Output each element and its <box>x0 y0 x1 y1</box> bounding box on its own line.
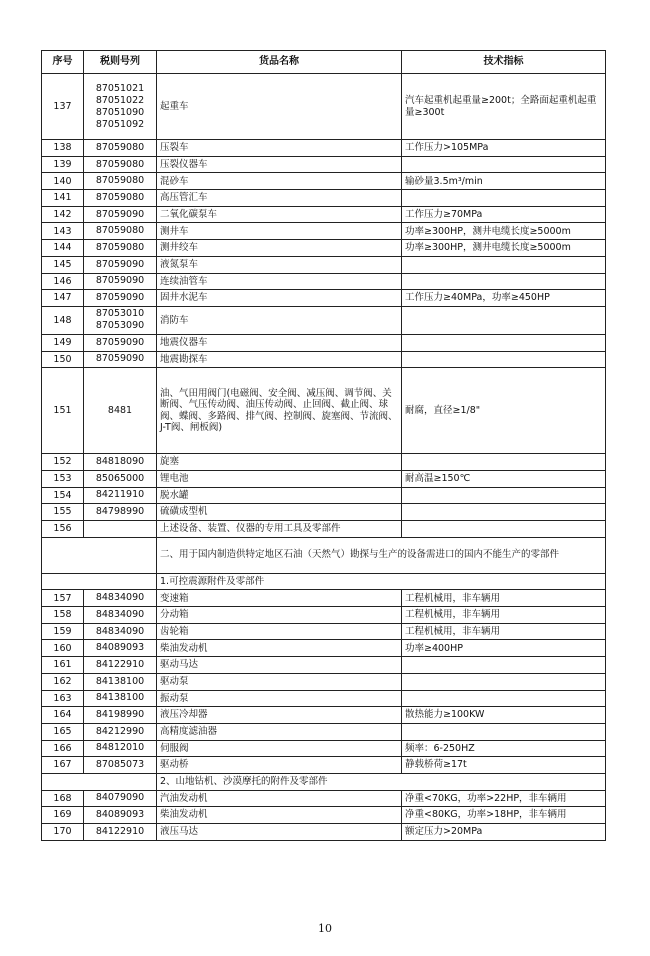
tariff-code: 84798990 <box>95 506 145 518</box>
cell-goods-name: 地震勘探车 <box>157 351 402 368</box>
cell-tech-spec: 工作压力≥70MPa <box>402 206 606 223</box>
tariff-code: 87059090 <box>95 208 145 220</box>
section-spacer <box>42 573 157 590</box>
cell-tech-spec: 净重<70KG，功率>22HP，非车辆用 <box>402 790 606 807</box>
table-row <box>42 368 606 454</box>
tariff-code: 84138100 <box>95 692 145 704</box>
cell-goods-name: 压裂车 <box>157 140 402 157</box>
cell-tech-spec: 额定压力>20MPa <box>402 824 606 841</box>
cell-tech-spec <box>402 673 606 690</box>
cell-no: 162 <box>42 673 84 690</box>
header-code: 税则号列 <box>84 51 157 74</box>
tariff-code: 84198990 <box>95 709 145 721</box>
cell-code <box>84 640 157 657</box>
cell-no: 168 <box>42 790 84 807</box>
tariff-code: 84834090 <box>95 608 145 620</box>
section-row <box>42 773 606 790</box>
cell-code <box>84 454 157 471</box>
tariff-code: 87059080 <box>95 241 145 253</box>
section-heading: 2、山地钻机、沙漠摩托的附件及零部件 <box>157 773 606 790</box>
cell-tech-spec: 频率：6-250HZ <box>402 740 606 757</box>
cell-tech-spec <box>402 256 606 273</box>
cell-tech-spec: 工作压力>105MPa <box>402 140 606 157</box>
tariff-code: 84089093 <box>95 642 145 654</box>
cell-no: 142 <box>42 206 84 223</box>
cell-code <box>84 807 157 824</box>
tariff-code: 87059090 <box>95 336 145 348</box>
tariff-code: 87051022 <box>95 94 145 106</box>
tariff-code: 84212990 <box>95 725 145 737</box>
table-row <box>42 290 606 307</box>
section-spacer <box>42 537 157 573</box>
cell-code <box>84 206 157 223</box>
tariff-code: 87051092 <box>95 118 145 130</box>
cell-goods-name: 柴油发动机 <box>157 807 402 824</box>
tariff-code: 87053090 <box>95 320 145 332</box>
cell-goods-name: 汽油发动机 <box>157 790 402 807</box>
tariff-code: 87059090 <box>95 258 145 270</box>
cell-tech-spec <box>402 334 606 351</box>
section-heading: 1.可控震源附件及零部件 <box>157 573 606 590</box>
cell-goods-name: 变速箱 <box>157 590 402 607</box>
section-heading: 二、用于国内制造供特定地区石油（天然气）勘探与生产的设备需进口的国内不能生产的零部件 <box>157 537 606 573</box>
cell-no: 150 <box>42 351 84 368</box>
cell-goods-name: 液压马达 <box>157 824 402 841</box>
table-row <box>42 521 606 538</box>
tariff-code: 85065000 <box>95 472 145 484</box>
table-row <box>42 824 606 841</box>
cell-goods-name: 齿轮箱 <box>157 623 402 640</box>
cell-tech-spec: 功率≥300HP，测井电缆长度≥5000m <box>402 240 606 257</box>
cell-code <box>84 790 157 807</box>
cell-code <box>84 173 157 190</box>
table-row <box>42 504 606 521</box>
tariff-code: 84079090 <box>95 792 145 804</box>
table-row <box>42 640 606 657</box>
cell-goods-name: 消防车 <box>157 306 402 334</box>
tariff-code: 87053010 <box>95 308 145 320</box>
cell-code <box>84 74 157 140</box>
cell-code <box>84 351 157 368</box>
cell-code <box>84 156 157 173</box>
cell-goods-name: 旋塞 <box>157 454 402 471</box>
cell-no: 153 <box>42 470 84 487</box>
table-row <box>42 673 606 690</box>
cell-code <box>84 504 157 521</box>
page-number: 10 <box>318 922 332 935</box>
table-row <box>42 607 606 624</box>
header-no: 序号 <box>42 51 84 74</box>
cell-tech-spec: 工程机械用，非车辆用 <box>402 590 606 607</box>
cell-code <box>84 740 157 757</box>
cell-no: 139 <box>42 156 84 173</box>
cell-code <box>84 723 157 740</box>
tariff-code: 87059090 <box>95 292 145 304</box>
tariff-code: 84122910 <box>95 658 145 670</box>
section-row <box>42 573 606 590</box>
table-header-row <box>42 51 606 74</box>
cell-tech-spec: 工程机械用，非车辆用 <box>402 607 606 624</box>
tariff-code: 87059080 <box>95 158 145 170</box>
header-name: 货品名称 <box>157 51 402 74</box>
tariff-code: 87085073 <box>95 759 145 771</box>
tariff-code: 84818090 <box>95 456 145 468</box>
cell-no: 145 <box>42 256 84 273</box>
cell-no: 141 <box>42 190 84 207</box>
cell-goods-name: 二氧化碳泵车 <box>157 206 402 223</box>
cell-goods-name: 混砂车 <box>157 173 402 190</box>
cell-goods-name: 上述设备、装置、仪器的专用工具及零部件 <box>157 521 402 538</box>
cell-goods-name: 伺服阀 <box>157 740 402 757</box>
table-row <box>42 757 606 774</box>
cell-tech-spec: 工程机械用，非车辆用 <box>402 623 606 640</box>
cell-no: 138 <box>42 140 84 157</box>
tariff-code: 84834090 <box>95 625 145 637</box>
cell-tech-spec <box>402 657 606 674</box>
cell-no: 149 <box>42 334 84 351</box>
cell-tech-spec: 功率≥400HP <box>402 640 606 657</box>
cell-goods-name: 起重车 <box>157 74 402 140</box>
table-row <box>42 206 606 223</box>
cell-no: 166 <box>42 740 84 757</box>
tariff-code: 84138100 <box>95 675 145 687</box>
tariff-code: 87059080 <box>95 141 145 153</box>
cell-goods-name: 地震仪器车 <box>157 334 402 351</box>
cell-code <box>84 273 157 290</box>
table-row <box>42 623 606 640</box>
cell-tech-spec <box>402 690 606 707</box>
tariff-code: 87059080 <box>95 175 145 187</box>
cell-goods-name: 分动箱 <box>157 607 402 624</box>
cell-tech-spec <box>402 306 606 334</box>
cell-tech-spec <box>402 190 606 207</box>
table-row <box>42 351 606 368</box>
cell-code <box>84 306 157 334</box>
cell-no: 156 <box>42 521 84 538</box>
cell-no: 164 <box>42 707 84 724</box>
cell-tech-spec: 输砂量3.5m³/min <box>402 173 606 190</box>
cell-code <box>84 240 157 257</box>
cell-goods-name: 振动泵 <box>157 690 402 707</box>
table-row <box>42 454 606 471</box>
table-row <box>42 240 606 257</box>
cell-no: 143 <box>42 223 84 240</box>
cell-code <box>84 824 157 841</box>
section-spacer <box>42 773 157 790</box>
cell-goods-name: 柴油发动机 <box>157 640 402 657</box>
cell-goods-name: 驱动桥 <box>157 757 402 774</box>
cell-goods-name: 液压冷却器 <box>157 707 402 724</box>
cell-code <box>84 368 157 454</box>
cell-goods-name: 压裂仪器车 <box>157 156 402 173</box>
cell-tech-spec: 耐高温≥150℃ <box>402 470 606 487</box>
table-row <box>42 190 606 207</box>
cell-tech-spec <box>402 273 606 290</box>
cell-no: 158 <box>42 607 84 624</box>
header-spec: 技术指标 <box>402 51 606 74</box>
goods-table <box>41 50 606 841</box>
cell-goods-name: 液氮泵车 <box>157 256 402 273</box>
cell-goods-name: 测井车 <box>157 223 402 240</box>
cell-no: 154 <box>42 487 84 504</box>
cell-no: 163 <box>42 690 84 707</box>
cell-code <box>84 707 157 724</box>
cell-goods-name: 脱水罐 <box>157 487 402 504</box>
tariff-code: 84834090 <box>95 592 145 604</box>
cell-tech-spec <box>402 521 606 538</box>
cell-goods-name: 高压管汇车 <box>157 190 402 207</box>
table-row <box>42 590 606 607</box>
cell-tech-spec: 净重<80KG，功率>18HP，非车辆用 <box>402 807 606 824</box>
cell-no: 159 <box>42 623 84 640</box>
cell-goods-name: 高精度滤油器 <box>157 723 402 740</box>
cell-code <box>84 690 157 707</box>
cell-code <box>84 334 157 351</box>
tariff-code: 87051021 <box>95 82 145 94</box>
cell-no: 157 <box>42 590 84 607</box>
table-row <box>42 690 606 707</box>
cell-no: 151 <box>42 368 84 454</box>
table-body <box>42 74 606 841</box>
cell-no: 148 <box>42 306 84 334</box>
table-row <box>42 790 606 807</box>
table-row <box>42 156 606 173</box>
cell-no: 169 <box>42 807 84 824</box>
cell-code <box>84 140 157 157</box>
cell-no: 167 <box>42 757 84 774</box>
cell-tech-spec <box>402 351 606 368</box>
cell-code <box>84 190 157 207</box>
table-row <box>42 740 606 757</box>
cell-code <box>84 487 157 504</box>
cell-tech-spec <box>402 454 606 471</box>
cell-tech-spec <box>402 487 606 504</box>
cell-tech-spec: 静载桥荷≥17t <box>402 757 606 774</box>
cell-no: 170 <box>42 824 84 841</box>
cell-tech-spec <box>402 504 606 521</box>
table-row <box>42 723 606 740</box>
cell-code <box>84 256 157 273</box>
tariff-code: 84211910 <box>95 489 145 501</box>
table-row <box>42 334 606 351</box>
section-row <box>42 537 606 573</box>
table-row <box>42 223 606 240</box>
tariff-code: 87059090 <box>95 275 145 287</box>
cell-tech-spec <box>402 156 606 173</box>
cell-no: 140 <box>42 173 84 190</box>
table-row <box>42 487 606 504</box>
table-row <box>42 657 606 674</box>
table-row <box>42 256 606 273</box>
table-row <box>42 470 606 487</box>
tariff-code: 87051090 <box>95 106 145 118</box>
tariff-code: 87059080 <box>95 225 145 237</box>
cell-tech-spec: 汽车起重机起重量≥200t；全路面起重机起重量≥300t <box>402 74 606 140</box>
table-row <box>42 707 606 724</box>
cell-goods-name: 连续油管车 <box>157 273 402 290</box>
cell-code <box>84 657 157 674</box>
cell-goods-name: 硫磺成型机 <box>157 504 402 521</box>
table-row <box>42 273 606 290</box>
cell-goods-name: 驱动马达 <box>157 657 402 674</box>
cell-tech-spec: 功率≥300HP，测井电缆长度≥5000m <box>402 223 606 240</box>
cell-no: 161 <box>42 657 84 674</box>
cell-no: 146 <box>42 273 84 290</box>
cell-code <box>84 290 157 307</box>
cell-tech-spec <box>402 723 606 740</box>
cell-no: 155 <box>42 504 84 521</box>
cell-code <box>84 673 157 690</box>
cell-goods-name: 测井绞车 <box>157 240 402 257</box>
cell-no: 147 <box>42 290 84 307</box>
cell-tech-spec: 散热能力≥100KW <box>402 707 606 724</box>
table-row <box>42 306 606 334</box>
tariff-code: 87059090 <box>95 353 145 365</box>
table-row <box>42 807 606 824</box>
cell-code <box>84 470 157 487</box>
cell-goods-name: 油、气田用阀门(电磁阀、安全阀、减压阀、调节阀、关断阀、气压传动阀、油压传动阀、止回阀、截止阀、球阀、蝶阀、多路阀、排气阀、控制阀、旋塞阀、节流阀、J-T阀、闸板阀) <box>157 368 402 454</box>
cell-code <box>84 607 157 624</box>
tariff-code: 8481 <box>107 404 133 416</box>
table-row <box>42 173 606 190</box>
cell-tech-spec: 耐腐，直径≥1/8" <box>402 368 606 454</box>
table-row <box>42 74 606 140</box>
cell-tech-spec: 工作压力≥40MPa，功率≥450HP <box>402 290 606 307</box>
cell-no: 152 <box>42 454 84 471</box>
cell-goods-name: 固井水泥车 <box>157 290 402 307</box>
cell-no: 160 <box>42 640 84 657</box>
cell-goods-name: 驱动泵 <box>157 673 402 690</box>
table-row <box>42 140 606 157</box>
cell-code <box>84 223 157 240</box>
tariff-code: 87059080 <box>95 191 145 203</box>
cell-code <box>84 757 157 774</box>
cell-code <box>84 590 157 607</box>
cell-code <box>84 623 157 640</box>
tariff-code: 84089093 <box>95 809 145 821</box>
tariff-code: 84122910 <box>95 825 145 837</box>
cell-no: 144 <box>42 240 84 257</box>
cell-goods-name: 锂电池 <box>157 470 402 487</box>
cell-no: 165 <box>42 723 84 740</box>
cell-code <box>84 521 157 538</box>
cell-no: 137 <box>42 74 84 140</box>
tariff-code: 84812010 <box>95 742 145 754</box>
